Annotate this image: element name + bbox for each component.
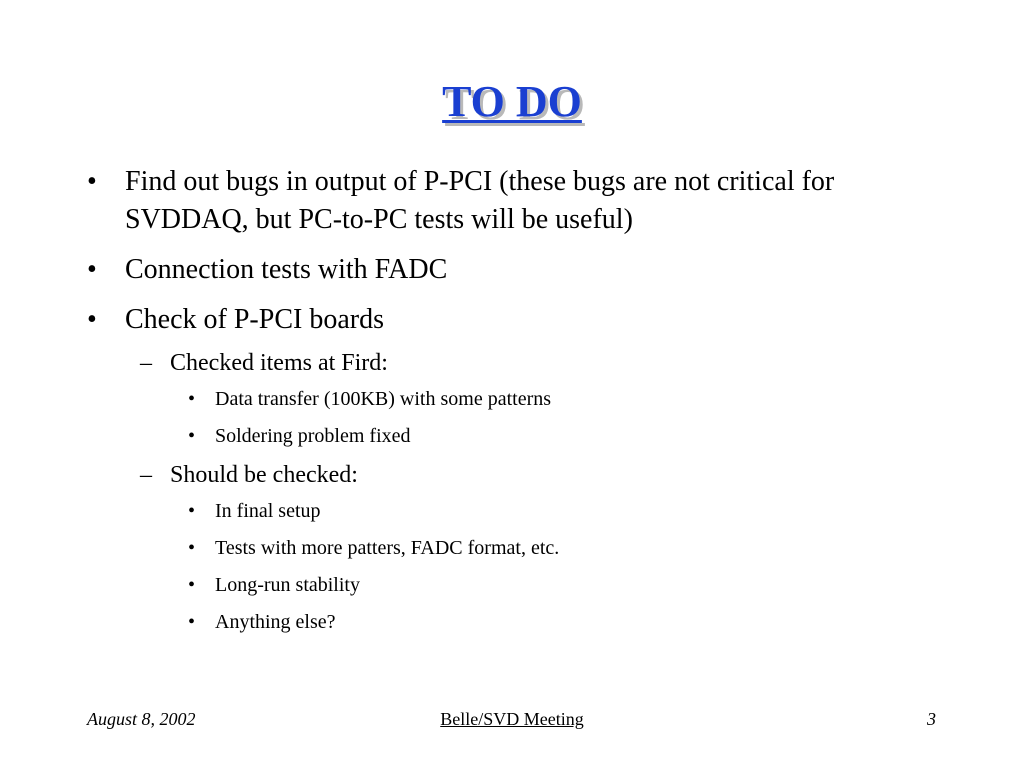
- sub-sub-bullet-item: [0, 609, 1024, 635]
- sub-sub-bullet-item: [0, 498, 1024, 524]
- bullet-item: [0, 251, 915, 289]
- sub-sub-bullet-text: Data transfer (100KB) with some patterns: [215, 388, 552, 410]
- bullet-text: Connection tests with FADC: [125, 254, 448, 285]
- bullet-list: [0, 163, 1024, 646]
- sub-bullet-text: Should be checked:: [170, 462, 358, 488]
- footer-page-number: 3: [927, 709, 936, 729]
- bullet-marker: •: [188, 537, 196, 559]
- sub-bullet-item: [0, 460, 1024, 490]
- dash-marker: –: [140, 462, 152, 488]
- footer-date: August 8, 2002: [87, 709, 196, 729]
- sub-sub-bullet-text: Tests with more patters, FADC format, etc.: [215, 537, 560, 559]
- bullet-marker: •: [87, 304, 97, 335]
- bullet-marker: •: [188, 611, 196, 633]
- bullet-item: [0, 163, 915, 239]
- sub-bullet-text: Checked items at Fird:: [170, 350, 388, 376]
- sub-sub-bullet-text: Long-run stability: [215, 574, 360, 596]
- bullet-marker: •: [188, 574, 196, 596]
- bullet-marker: •: [87, 254, 97, 285]
- dash-marker: –: [140, 350, 152, 376]
- sub-sub-bullet-text: Soldering problem fixed: [215, 425, 411, 447]
- sub-sub-bullet-item: [0, 423, 1024, 449]
- sub-sub-bullet-item: [0, 572, 1024, 598]
- footer-meeting-link[interactable]: Belle/SVD Meeting: [440, 709, 584, 729]
- sub-sub-bullet-item: [0, 386, 1024, 412]
- bullet-marker: •: [188, 500, 196, 522]
- sub-bullet-item: [0, 348, 1024, 378]
- bullet-item: [0, 301, 915, 339]
- bullet-marker: •: [188, 388, 196, 410]
- bullet-text: Find out bugs in output of P-PCI (these bugs are not critical for SVDDAQ, but PC-to-PC tests will be useful): [125, 166, 835, 235]
- sub-sub-bullet-text: Anything else?: [215, 611, 336, 633]
- bullet-marker: •: [188, 425, 196, 447]
- bullet-text: Check of P-PCI boards: [125, 304, 384, 335]
- slide-title: TO DO: [442, 77, 582, 126]
- bullet-marker: •: [87, 166, 97, 197]
- sub-sub-bullet-text: In final setup: [215, 500, 321, 522]
- sub-sub-bullet-item: [0, 535, 1024, 561]
